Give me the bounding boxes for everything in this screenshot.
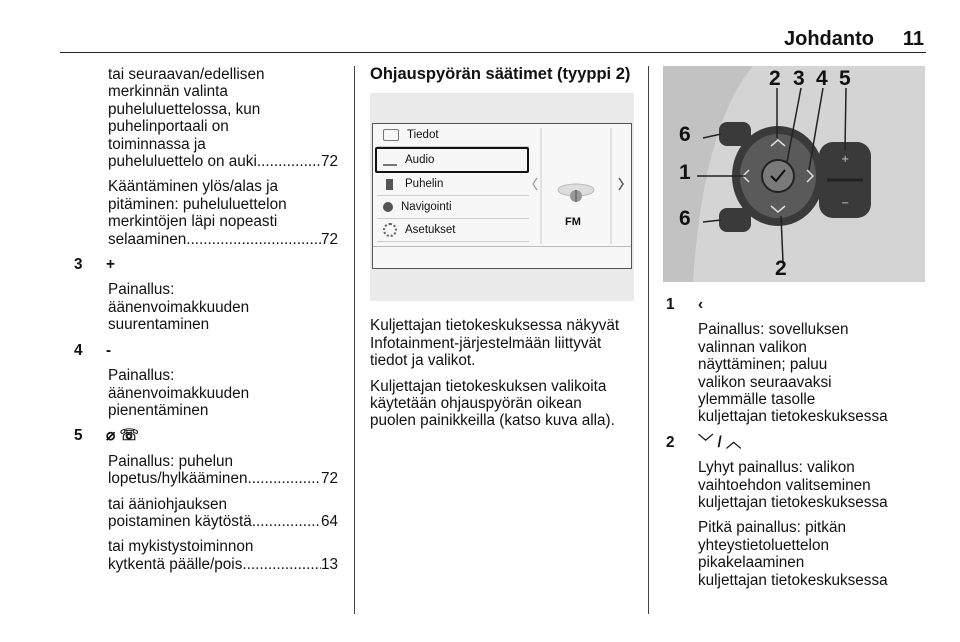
paragraph: Kuljettajan tietokeskuksessa näkyvät Infotainment-järjestelmään liittyvät tiedot ja valikot. — [370, 317, 620, 370]
text-line: merkinnän valinta — [108, 83, 228, 101]
item-5-desc-3: tai mykistystoiminnon kytkentä päälle/pois ..... 13 — [108, 538, 338, 573]
source-label: FM — [565, 216, 581, 229]
text-line: pitäminen: puheluluettelon — [108, 195, 287, 213]
compass-icon — [383, 202, 393, 212]
item-5-desc-1: Painallus: puhelun lopetus/hylkääminen ..... 72 — [108, 453, 338, 488]
callout-label: 4 — [816, 67, 828, 90]
text-line: tai seuraavan/edellisen — [108, 66, 265, 83]
callout-label: 6 — [679, 207, 691, 230]
column-middle — [370, 66, 638, 438]
callout-label: 6 — [679, 123, 691, 146]
steering-wheel-controls-image — [663, 66, 925, 282]
column-left — [76, 66, 338, 581]
page-ref[interactable]: 64 — [320, 512, 338, 530]
item-3: 3 + — [74, 256, 115, 274]
volume-up-icon: + — [841, 154, 850, 165]
screen-display — [372, 123, 632, 269]
toc-line[interactable]: selaaminen ..... 72 — [108, 231, 338, 248]
volume-down-icon: − — [841, 198, 850, 209]
gear-icon — [383, 223, 397, 237]
text-line: merkintöjen läpi nopeasti — [108, 213, 278, 231]
menu-item-asetukset: Asetukset — [377, 219, 529, 242]
item-3-desc: Painallus: äänenvoimakkuuden suurentaminen — [108, 281, 250, 334]
page-ref[interactable]: 72 — [320, 153, 338, 171]
chevron-left-icon: ‹ — [698, 296, 704, 313]
item-1-desc: Painallus: sovelluksen valinnan valikon näyttäminen; paluu valikon seuraavaksi ylemmälle tasolle kuljettajan tietokeskuksessa — [698, 321, 888, 426]
chevron-left-icon — [533, 178, 537, 190]
toc-line[interactable]: kytkentä päälle/pois ..... 13 — [108, 556, 338, 573]
callout-label: 3 — [793, 67, 805, 90]
item-4-desc: Painallus: äänenvoimakkuuden pienentäminen — [108, 367, 250, 419]
chevron-down-up-icon: ﹀ / ︿ — [698, 433, 742, 451]
menu-item-navigointi: Navigointi — [377, 196, 529, 219]
text-line: Kääntäminen ylös/alas ja — [108, 178, 279, 196]
item-1: 1 ‹ — [666, 296, 704, 313]
item-5: 5 ⌀ ☏ — [74, 427, 139, 445]
plus-icon: + — [106, 256, 115, 274]
screen-menu — [377, 124, 529, 242]
page-ref[interactable]: 72 — [320, 230, 338, 248]
page-ref[interactable]: 72 — [320, 470, 338, 488]
menu-item-puhelin: Puhelin — [377, 173, 529, 196]
music-note-icon — [383, 154, 397, 166]
text-line: toiminnassa ja — [108, 135, 206, 153]
toc-line[interactable]: lopetus/hylkääminen ..... 72 — [108, 470, 338, 487]
chevron-right-icon — [619, 178, 623, 190]
callout-label: 2 — [775, 257, 787, 280]
info-icon — [383, 129, 399, 141]
mute-hangup-icon: ⌀ ☏ — [106, 427, 139, 445]
upper-left-button — [719, 122, 751, 146]
steering-wheel-drawing — [663, 66, 925, 282]
column-right — [663, 66, 925, 597]
item-5-desc-2: tai ääniohjauksen poistaminen käytöstä ..... 64 — [108, 496, 338, 531]
item-2: 2 ﹀ / ︿ — [666, 433, 742, 451]
column-divider — [648, 66, 649, 614]
chapter-title: Johdanto — [784, 28, 874, 50]
page-ref[interactable]: 13 — [320, 555, 338, 573]
rotation-entry — [108, 178, 338, 248]
item-2-desc-long: Pitkä painallus: pitkän yhteystietoluettelon pikakelaaminen kuljettajan tietokeskuksessa — [698, 519, 888, 589]
item-2-desc-short: Lyhyt painallus: valikon vaihtoehdon valitseminen kuljettajan tietokeskuksessa — [698, 459, 888, 512]
ok-button — [762, 160, 794, 192]
intro-entry — [108, 66, 338, 170]
callout-label: 2 — [769, 67, 781, 90]
lower-left-button — [719, 208, 751, 232]
item-4: 4 - — [74, 341, 112, 359]
callout-label: 1 — [679, 161, 691, 184]
callout-label: 5 — [839, 67, 851, 90]
minus-icon: - — [106, 341, 112, 359]
text-line: puhelinportaali on — [108, 118, 229, 136]
page-header — [60, 26, 926, 53]
text-line: puheluluettelossa, kun — [108, 100, 261, 118]
menu-item-audio: Audio — [375, 147, 529, 173]
phone-icon — [386, 179, 393, 190]
menu-item-tiedot: Tiedot — [377, 124, 529, 147]
toc-line[interactable]: poistaminen käytöstä ..... 64 — [108, 513, 338, 530]
paragraph: Kuljettajan tietokeskuksen valikoita käytetään ohjauspyörän oikean puolen painikkeilla (katso kuva alla). — [370, 377, 615, 430]
page-number: 11 — [902, 28, 924, 50]
section-heading: Ohjauspyörän säätimet (tyyppi 2) — [370, 65, 631, 83]
infotainment-screen-image — [370, 93, 634, 301]
toc-line[interactable]: puheluluettelo on auki ..... 72 — [108, 153, 338, 170]
column-divider — [354, 66, 355, 614]
